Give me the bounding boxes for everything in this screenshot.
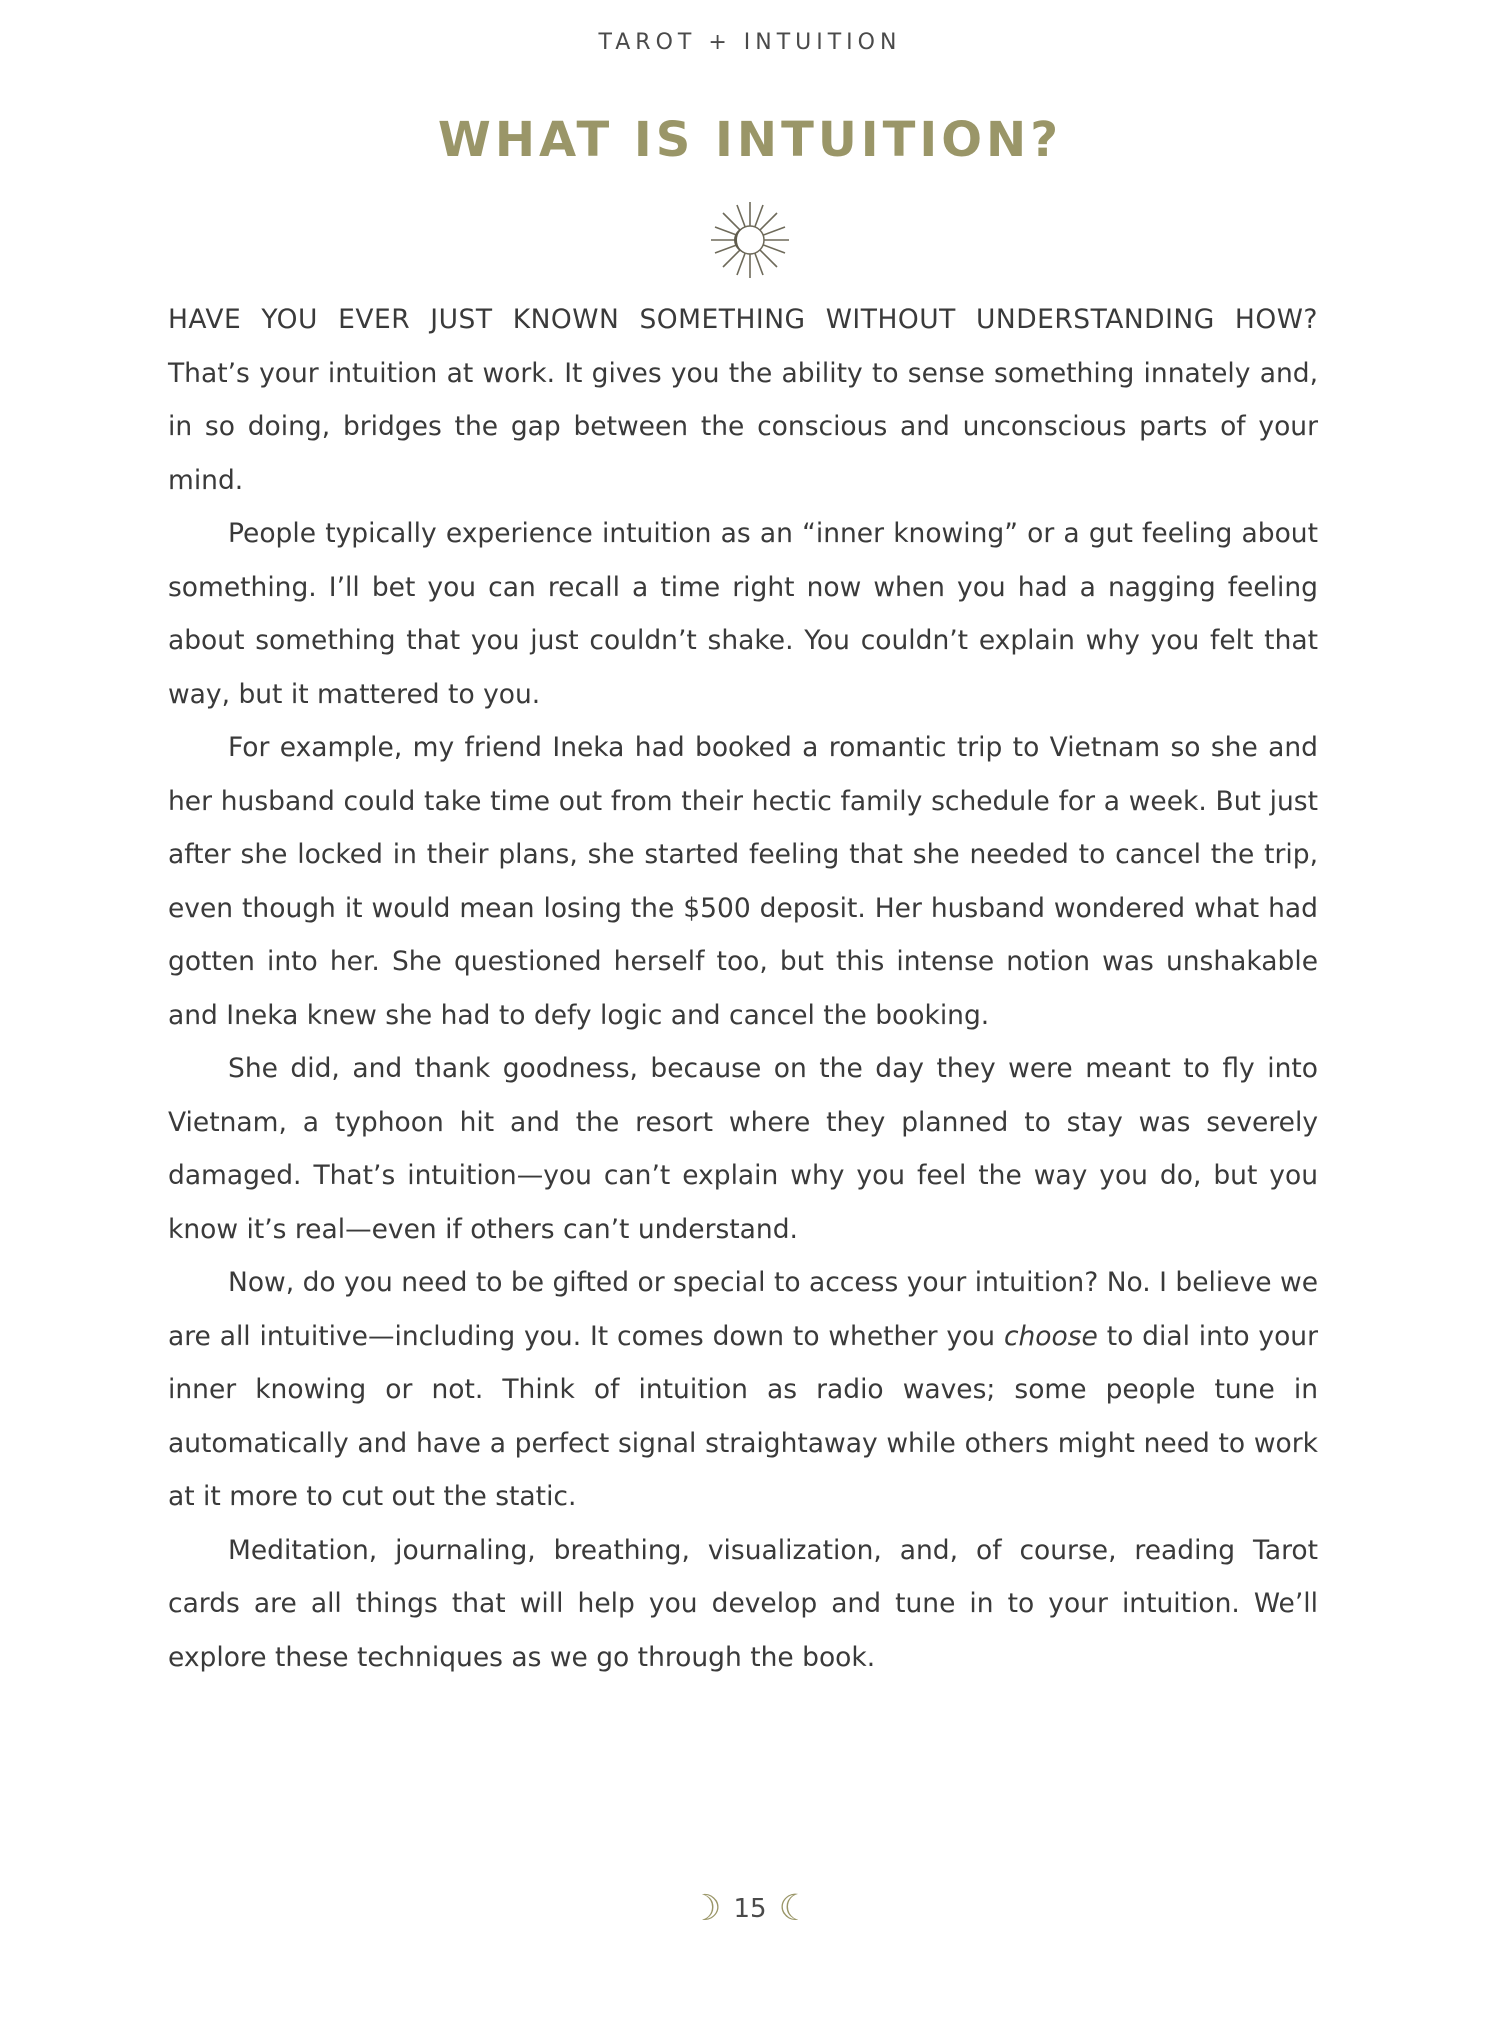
lead-in-caps: HAVE YOU EVER JUST KNOWN SOMETHING WITHOUT UNDERSTANDING HOW?	[168, 304, 1318, 335]
chapter-title: WHAT IS INTUITION?	[437, 112, 1063, 168]
page-folio	[0, 1888, 1500, 1929]
page-number: 15	[733, 1894, 767, 1924]
emphasis-choose: choose	[1003, 1320, 1098, 1352]
paragraph-5-text-b: to dial into your inner knowing or not. Think of intuition as radio waves; some people tune in automatically and have a perfect signal straightaway while others might need to work at it more to cut out the static.	[168, 1320, 1318, 1512]
paragraph-6: Meditation, journaling, breathing, visualization, and, of course, reading Tarot cards are all things that will help you develop and tune in to your intuition. We’ll explore these techniques as we go through the book.	[168, 1534, 1318, 1673]
paragraph-3: For example, my friend Ineka had booked a romantic trip to Vietnam so she and her husband could take time out from their hectic family schedule for a week. But just after she locked in their plans, she started feeling that she needed to cancel the trip, even though it would mean losing the $500 deposit. Her husband wondered what had gotten into her. She questioned herself too, but this intense notion was unshakable and Ineka knew she had to defy logic and cancel the booking.	[168, 732, 1318, 1031]
paragraph-1	[168, 293, 1318, 507]
paragraph-4: She did, and thank goodness, because on the day they were meant to fly into Vietnam, a typhoon hit and the resort where they planned to stay was severely damaged. That’s intuition—you can’t explain why you feel the way you do, but you know it’s real—even if others can’t understand.	[168, 1053, 1318, 1245]
paragraph-1-text: That’s your intuition at work. It gives you the ability to sense something innately and, in so doing, bridges the gap between the conscious and unconscious parts of your mind.	[168, 357, 1318, 496]
waxing-moon-icon: ☽	[689, 1888, 722, 1929]
sun-moon-icon	[707, 200, 793, 280]
waning-moon-icon: ☾	[778, 1888, 811, 1929]
paragraph-5	[168, 1256, 1318, 1524]
paragraph-2: People typically experience intuition as an “inner knowing” or a gut feeling about something. I’ll bet you can recall a time right now when you had a nagging feeling about something that you just couldn’t shake. You couldn’t explain why you felt that way, but it mattered to you.	[168, 518, 1318, 710]
running-head: TAROT + INTUITION	[598, 30, 902, 55]
body-text	[168, 293, 1318, 1684]
paragraph-5-text-a: Now, do you need to be gifted or special to access your intuition? No. I believe we are all intuitive—including you. It comes down to whether you	[168, 1267, 1318, 1352]
